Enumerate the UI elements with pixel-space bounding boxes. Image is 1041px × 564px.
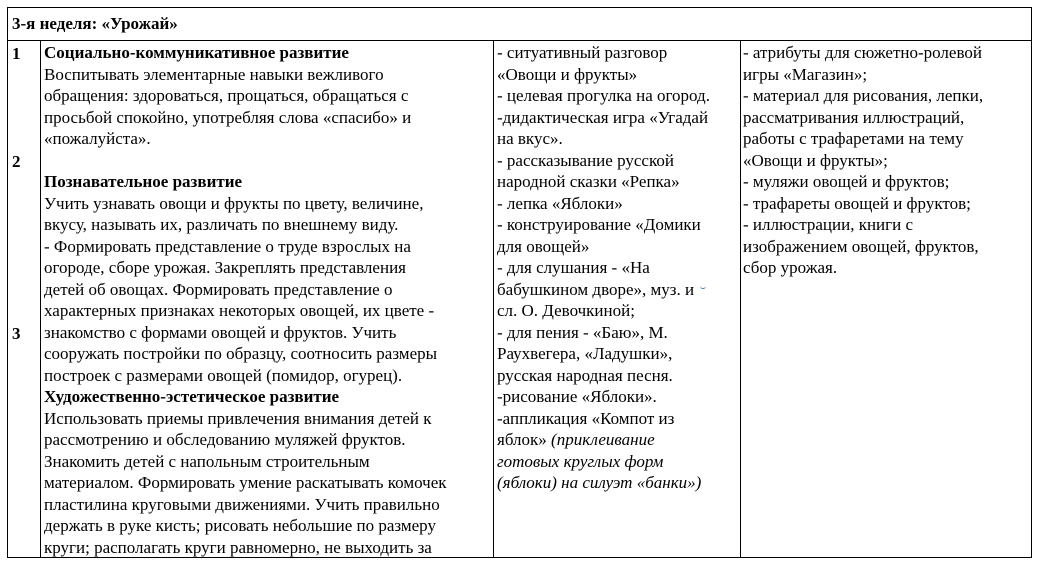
activities-column (497, 42, 710, 494)
material-line: «Овощи и фрукты»; (743, 150, 888, 170)
text-line: знакомство с формами овощей и фруктов. Учить (44, 322, 397, 342)
table-border-right (1031, 7, 1032, 558)
activity-line: -аппликация «Компот из (497, 408, 675, 428)
material-line: - муляжи овощей и фруктов; (743, 172, 950, 191)
text-line: сооружать постройки по образцу, соотносить размеры (44, 344, 438, 363)
activity-line: для овощей» (497, 236, 590, 256)
material-line: изображением овощей, фруктов, (743, 236, 979, 256)
section-heading-social: Социально-коммуникативное развитие (44, 43, 349, 62)
material-line: - трафареты овощей и фруктов; (743, 193, 971, 213)
text-line: просьбой спокойно, употребляя слова «спасибо» и (44, 107, 412, 127)
section-heading-cognitive: Познавательное развитие (44, 172, 243, 191)
text-line: круги; располагать круги равномерно, не выходить за (44, 537, 432, 557)
text-line: - Формировать представление о труде взрослых на (44, 236, 411, 256)
activity-line: - ситуативный разговор (497, 43, 668, 62)
activity-line: народной сказки «Репка» (497, 172, 680, 191)
text-line: Воспитывать элементарные навыки вежливого (44, 64, 384, 84)
text-line: Учить узнавать овощи и фрукты по цвету, величине, (44, 193, 424, 213)
material-line: игры «Магазин»; (743, 64, 868, 84)
table-border-top (7, 7, 1032, 8)
text-line: Использовать приемы привлечения внимания детей к (44, 408, 432, 428)
table-border-header (7, 40, 1032, 41)
text-line: материалом. Формировать умение раскатывать комочек (44, 473, 447, 492)
activity-line: - конструирование «Домики (497, 215, 701, 234)
material-line: сбор урожая. (743, 258, 838, 277)
column-divider-3 (740, 40, 741, 558)
text-line: держать в руке кисть; рисовать небольшие по размеру (44, 516, 436, 535)
text-line: характерных признаках некоторых овощей, их цвете - (44, 301, 435, 320)
material-line: - материал для рисования, лепки, (743, 86, 984, 105)
activity-line-applique (497, 429, 710, 451)
week-title: 3-я неделя: «Урожай» (12, 14, 178, 33)
section-heading-art: Художественно-эстетическое развитие (44, 387, 340, 406)
text-line: детей об овощах. Формировать представление о (44, 279, 393, 299)
row-number-3: 3 (12, 324, 21, 343)
activity-line-italic: готовых круглых форм (497, 451, 664, 471)
activity-line: - для пения - «Баю», М. (497, 322, 668, 342)
activity-line: бабушкином дворе», муз. и (497, 279, 695, 299)
text-line: огороде, сборе урожая. Закреплять представления (44, 258, 406, 277)
text-line: обращения: здороваться, прощаться, обращаться с (44, 86, 409, 105)
text-line: «пожалуйста». (44, 129, 151, 148)
text-line: Знакомить детей с напольным строительным (44, 451, 370, 471)
activity-line: Раухвегера, «Ладушки», (497, 344, 673, 363)
text-line: рассмотрению и обследованию муляжей фруктов. (44, 430, 406, 449)
table-border-left (7, 7, 8, 558)
material-line: - иллюстрации, книги с (743, 215, 914, 234)
text-line: пластилина круговыми движениями. Учить правильно (44, 494, 440, 514)
activity-line: - рассказывание русской (497, 150, 674, 170)
goals-column (44, 42, 447, 558)
activity-line: - для слушания - «На (497, 258, 650, 277)
applique-plain: яблок» (497, 430, 547, 449)
activity-line: -рисование «Яблоки». (497, 387, 657, 406)
text-line: вкусу, называть их, различать по внешнему виду. (44, 215, 399, 234)
activity-line: - лепка «Яблоки» (497, 193, 623, 213)
activity-line: «Овощи и фрукты» (497, 64, 638, 84)
material-line: - атрибуты для сюжетно-ролевой (743, 43, 982, 62)
row-number-2: 2 (12, 152, 21, 171)
blank-line (44, 150, 447, 172)
applique-italic: (приклеивание (551, 430, 655, 449)
activity-line: сл. О. Девочкиной; (497, 301, 635, 320)
activity-line: на вкус». (497, 129, 563, 148)
row-number-1: 1 (12, 44, 21, 63)
activity-line: -дидактическая игра «Угадай (497, 107, 709, 127)
column-divider-2 (493, 40, 494, 558)
materials-column (743, 42, 983, 279)
activity-line-italic: (яблоки) на силуэт «банки») (497, 473, 702, 492)
activity-line: русская народная песня. (497, 365, 673, 385)
activity-line: - целевая прогулка на огород. (497, 86, 710, 105)
material-line: рассматривания иллюстраций, (743, 107, 965, 127)
material-line: работы с трафаретами на тему (743, 129, 964, 148)
column-divider-1 (40, 40, 41, 558)
text-line: построек с размерами овощей (помидор, огурец). (44, 365, 403, 385)
